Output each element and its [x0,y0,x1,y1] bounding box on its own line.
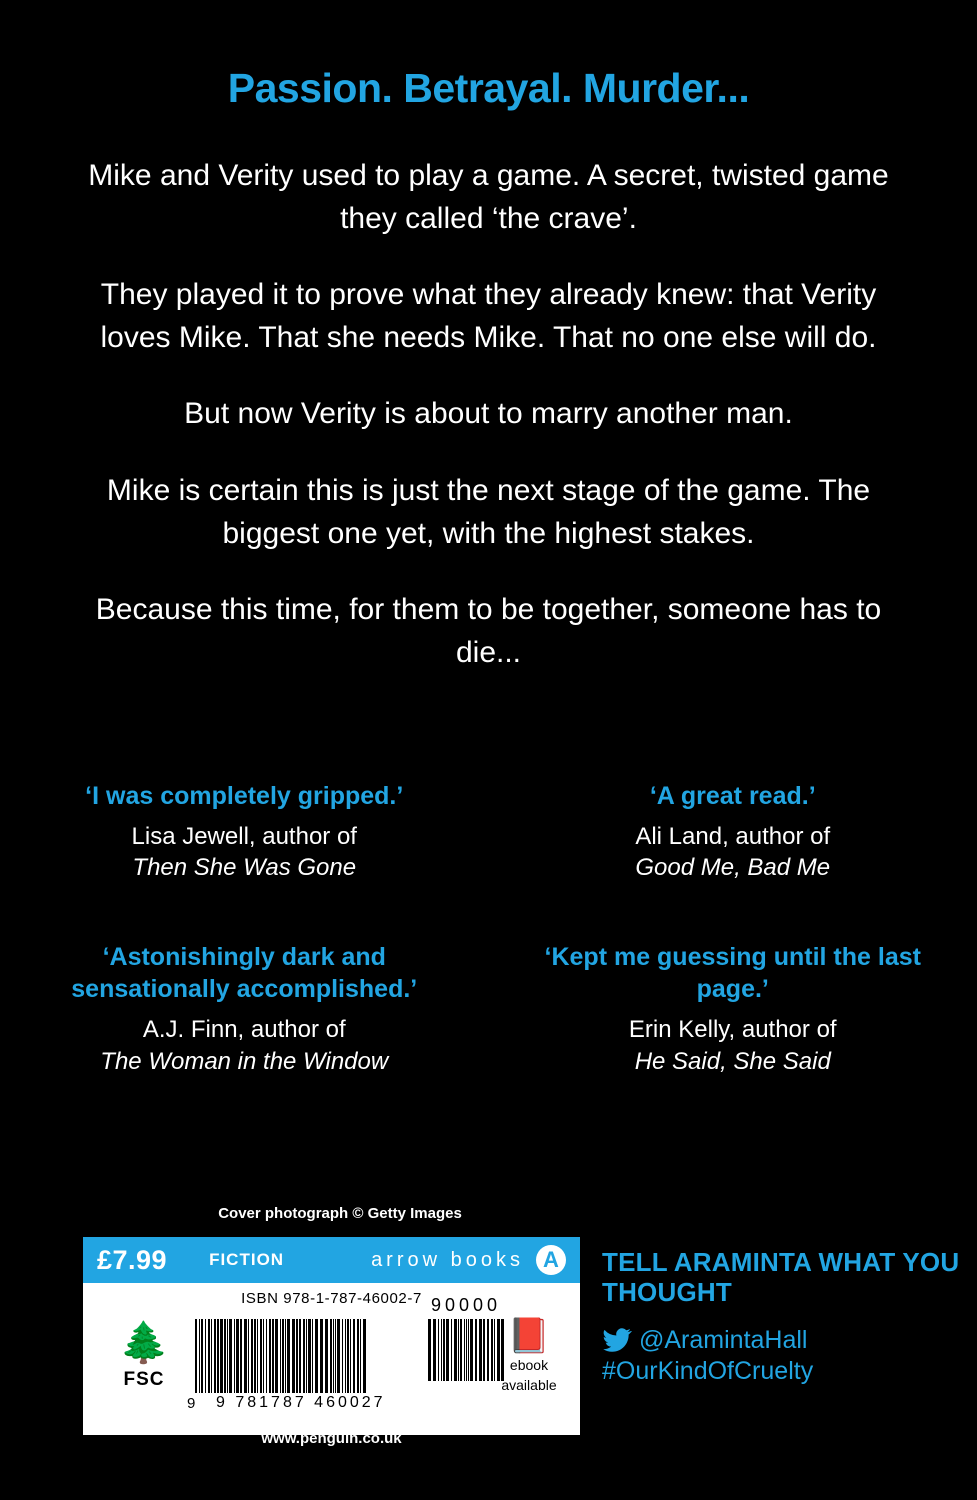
ean-barcode [195,1319,413,1393]
ean-prefix-digit: 9 [187,1395,196,1412]
quote-book-title: Then She Was Gone [132,854,357,882]
headline: Passion. Betrayal. Murder... [227,65,750,111]
blurb-paragraph: But now Verity is about to marry another man. [184,397,793,431]
twitter-handle: @AramintaHall [639,1325,808,1354]
quote-item [0,941,489,1076]
ebook-label-2: available [501,1377,557,1394]
fsc-logo [105,1323,183,1391]
photo-credit: Cover photograph © Getty Images [218,1205,462,1222]
blurb-text [74,155,904,674]
price-label: £7.99 [97,1244,168,1275]
quote-attribution: Lisa Jewell, author of [131,823,357,850]
quote-text: ‘Kept me guessing until the last page.’ [544,943,921,1004]
social-block [602,1248,962,1386]
hashtag[interactable]: #OurKindOfCruelty [602,1357,814,1386]
ebook-icon: 📕 [507,1317,551,1355]
quote-book-title: He Said, She Said [634,1047,831,1075]
genre-label: FICTION [209,1250,285,1269]
ebook-available [492,1319,566,1393]
quote-item [489,780,977,883]
twitter-handle-row[interactable] [602,1325,962,1355]
fsc-tree-icon: 🌲 [119,1321,169,1365]
social-heading: TELL ARAMINTA WHAT YOU THOUGHT [602,1247,960,1307]
quote-attribution: A.J. Finn, author of [142,1016,346,1044]
blurb-paragraph: Mike is certain this is just the next stage of the game. The biggest one yet, with the highest stakes. [106,474,871,550]
blurb-paragraph: Mike and Verity used to play a game. A secret, twisted game they called ‘the crave’. [88,159,889,235]
addon-number: 90000 [431,1295,502,1315]
quote-text: ‘A great read.’ [649,782,816,810]
quote-book-title: Good Me, Bad Me [635,854,831,882]
blurb-paragraph: They played it to prove what they already knew: that Verity loves Mike. That she needs Mike. That no one else will do. [100,278,877,354]
quote-book-title: The Woman in the Window [100,1047,389,1075]
barcode-block [83,1237,580,1435]
quote-text: ‘I was completely gripped.’ [85,782,404,810]
ean-number: 9 781787 460027 [216,1394,386,1411]
quote-item [0,780,489,883]
ebook-label-1: ebook [509,1357,549,1373]
blurb-paragraph: Because this time, for them to be together, someone has to die... [95,593,882,669]
quote-text: ‘Astonishingly dark and sensationally accomplished.’ [71,943,418,1004]
twitter-icon [602,1325,632,1355]
review-quotes [0,780,977,1135]
fsc-label: FSC [123,1369,165,1390]
isbn-text: ISBN 978-1-787-46002-7 [241,1290,422,1307]
quote-attribution: Ali Land, author of [635,823,831,850]
publisher-website[interactable]: www.penguin.co.uk [261,1430,402,1447]
arrow-books-logo-icon: A [536,1245,566,1275]
imprint-name [371,1245,566,1275]
barcode-panel [83,1283,580,1435]
imprint-label: arrow books [371,1248,524,1271]
price-bar [83,1237,580,1283]
quote-attribution: Erin Kelly, author of [628,1016,837,1044]
quote-item [489,941,977,1076]
